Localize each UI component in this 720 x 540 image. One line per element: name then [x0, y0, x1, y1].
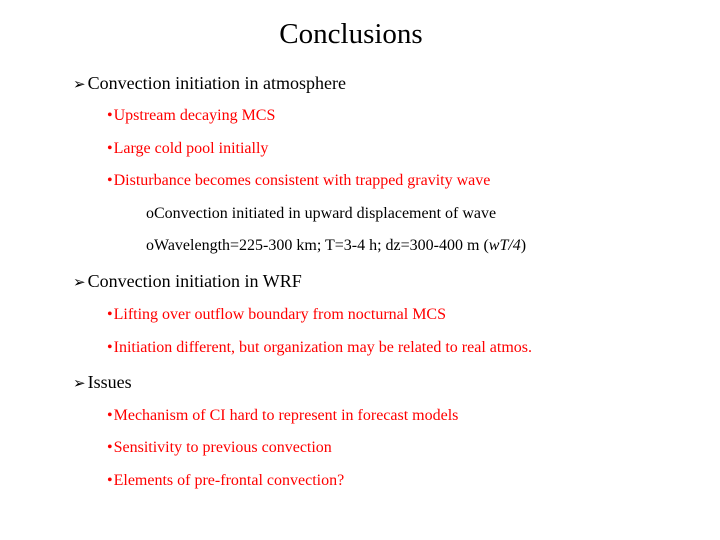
bullet-item: [107, 471, 344, 491]
bullet-item: [107, 139, 268, 159]
sub-item: [146, 236, 526, 256]
bullet-item: [107, 305, 446, 325]
bullet-icon: •: [107, 107, 113, 124]
bullet-item: [107, 406, 458, 426]
bullet-icon: •: [107, 140, 113, 157]
section-heading-atmosphere: [73, 72, 346, 95]
bullet-item: [107, 106, 275, 126]
bullet-text: Mechanism of CI hard to represent in forecast models: [113, 407, 459, 424]
sub-item: [146, 204, 496, 224]
bullet-text: Sensitivity to previous convection: [113, 439, 332, 456]
bullet-item: [107, 438, 332, 458]
bullet-text: Disturbance becomes consistent with trapped gravity wave: [113, 172, 491, 189]
bullet-text: Initiation different, but organization may be related to real atmos.: [113, 339, 532, 356]
sub-marker: o: [146, 205, 154, 222]
bullet-icon: •: [107, 306, 113, 323]
arrow-bullet-icon: ➢: [73, 374, 86, 392]
heading-text: Convection initiation in atmosphere: [87, 73, 347, 93]
bullet-icon: •: [107, 472, 113, 489]
section-heading-issues: [73, 371, 132, 394]
sub-item-close: ): [520, 237, 527, 254]
section-heading-wrf: [73, 270, 302, 293]
sub-item-text: Wavelength=225-300 km; T=3-4 h; dz=300-400 m (: [154, 237, 489, 254]
bullet-icon: •: [107, 407, 113, 424]
sub-item-text: Convection initiated in upward displacement of wave: [154, 205, 497, 222]
arrow-bullet-icon: ➢: [73, 273, 86, 291]
heading-text: Convection initiation in WRF: [87, 271, 302, 291]
slide-title: Conclusions: [279, 18, 423, 50]
bullet-text: Large cold pool initially: [113, 140, 269, 157]
bullet-icon: •: [107, 339, 113, 356]
sub-marker: o: [146, 237, 154, 254]
bullet-text: Elements of pre-frontal convection?: [113, 472, 345, 489]
bullet-item: [107, 338, 532, 358]
bullet-icon: •: [107, 439, 113, 456]
sub-item-italic: wT/4: [488, 237, 521, 254]
heading-text: Issues: [87, 372, 132, 392]
arrow-bullet-icon: ➢: [73, 75, 86, 93]
bullet-text: Upstream decaying MCS: [113, 107, 276, 124]
bullet-item: [107, 171, 490, 191]
bullet-text: Lifting over outflow boundary from nocturnal MCS: [113, 306, 446, 323]
bullet-icon: •: [107, 172, 113, 189]
